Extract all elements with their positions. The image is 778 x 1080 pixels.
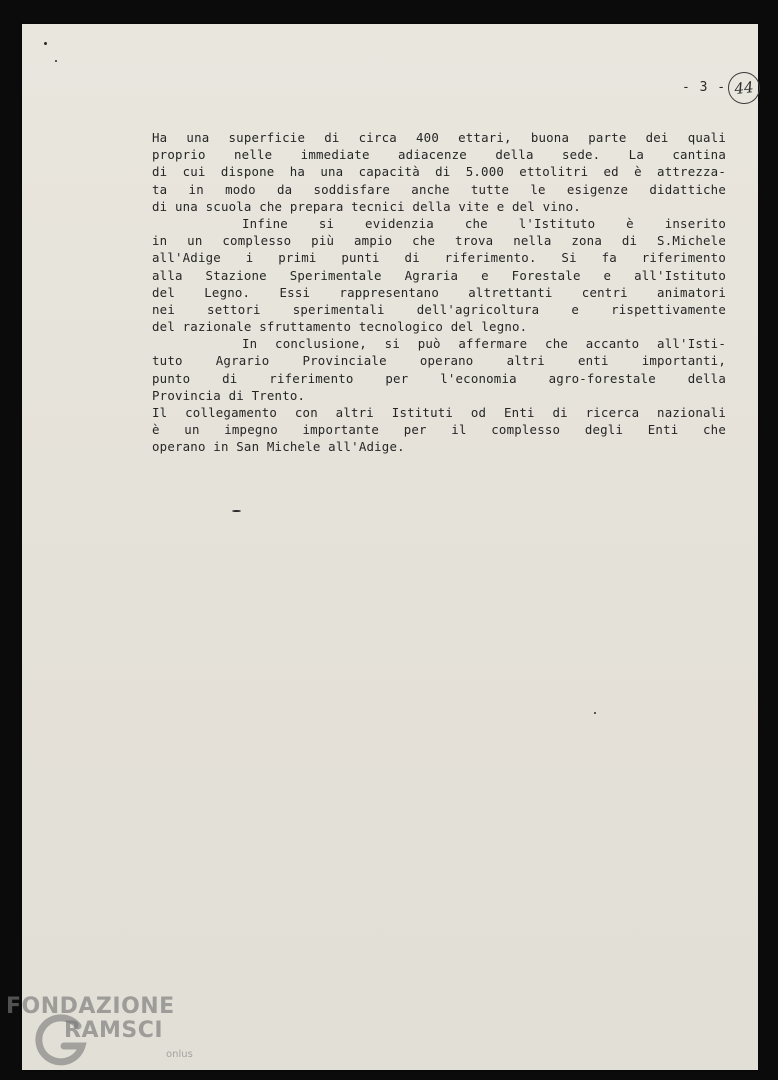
watermark-line-1: FONDAZIONE [6,994,175,1019]
text-line: punto di riferimento per l'economia agro-forestale della [152,370,726,386]
paper-speck [44,42,47,45]
page-number: - 3 - [682,80,727,95]
text-line: proprio nelle immediate adiacenze della sede. La cantina [152,147,726,163]
text-line: In conclusione, si può affermare che accanto all'Isti- [242,336,726,352]
text-line: alla Stazione Sperimentale Agraria e Forestale e all'Istituto [152,267,726,283]
text-line: nei settori sperimentali dell'agricoltura e rispettivamente [152,301,726,317]
text-line: Il collegamento con altri Istituti od Enti di ricerca nazionali [152,405,726,420]
fondazione-gramsci-watermark [6,994,196,1074]
text-line: Ha una superficie di circa 400 ettari, buona parte dei quali [152,130,726,145]
text-line: di cui dispone ha una capacità di 5.000 ettolitri ed è attrezza- [152,164,726,180]
text-line: operano in San Michele all'Adige. [152,439,405,455]
paper-speck [594,712,596,714]
document-page [22,24,758,1070]
handwritten-archive-number: 44 [726,70,761,105]
text-line: Infine si evidenzia che l'Istituto è inserito [242,215,726,231]
watermark-onlus: onlus [166,1049,193,1060]
watermark-line-2: RAMSCI [64,1018,164,1043]
text-line: all'Adige i primi punti di riferimento. Si fa riferimento [152,250,726,266]
paper-speck [232,510,241,512]
text-line: è un impegno importante per il complesso degli Enti che [152,422,726,438]
text-line: di una scuola che prepara tecnici della vite e del vino. [152,198,581,214]
text-line: ta in modo da soddisfare anche tutte le esigenze didattiche [152,181,726,197]
text-line: in un complesso più ampio che trova nella zona di S.Michele [152,233,726,249]
text-line: del razionale sfruttamento tecnologico del legno. [152,319,528,335]
text-line: del Legno. Essi rappresentano altrettanti centri animatori [152,284,726,300]
paper-speck [55,60,57,62]
text-line: tuto Agrario Provinciale operano altri enti importanti, [152,353,726,369]
text-line: Provincia di Trento. [152,387,306,403]
typewritten-body [152,129,726,456]
